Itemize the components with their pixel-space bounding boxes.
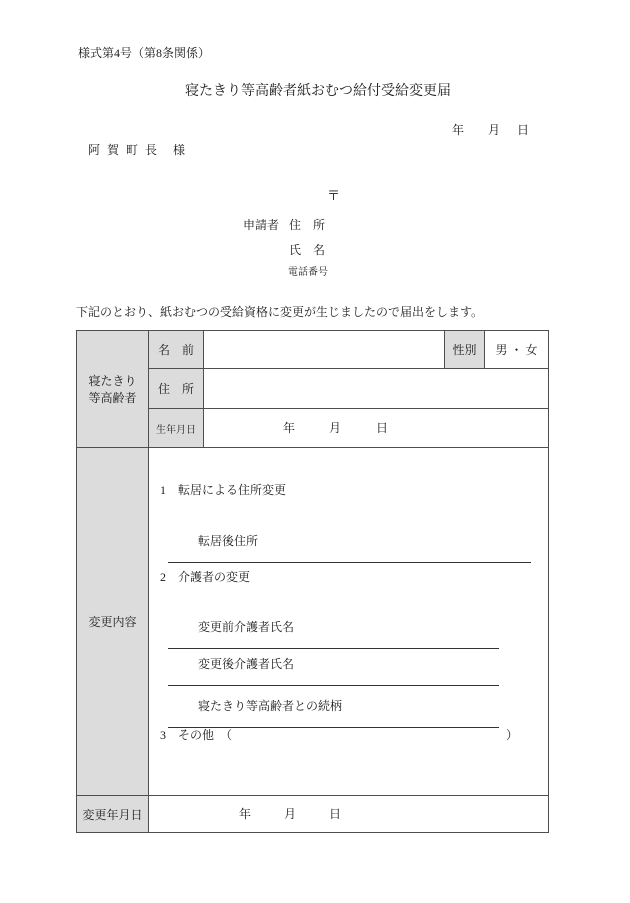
field-relation-label: 寝たきり等高齢者との続柄 [198,699,343,713]
gender-options: 男 ・ 女 [485,331,549,369]
change-item3-close-paren: ） [506,728,519,742]
section-elderly-line2: 等高齢者 [88,391,137,405]
field-caregiver-before-label: 変更前介護者氏名 [198,620,295,634]
change-date-month: 月 [284,807,297,821]
section-elderly-header [77,331,149,448]
form-number: 様式第4号（第8条関係） [78,46,211,60]
address-value-cell [204,369,549,409]
change-date-year: 年 [239,807,252,821]
addressee-honorific: 様 [173,143,186,157]
field-relation-line [168,688,499,728]
header-date-day: 日 [517,123,530,137]
change-notification-table [76,330,549,833]
name-value-cell [204,331,445,369]
field-caregiver-after-label: 変更後介護者氏名 [198,657,295,671]
header-date-month: 月 [488,123,501,137]
applicant-label: 申請者 [243,218,280,232]
label-change-date: 変更年月日 [77,796,149,833]
birthdate-month: 月 [329,421,342,435]
field-caregiver-after-line [168,646,499,686]
applicant-name-label: 氏 名 [289,243,326,257]
change-item2: 2 介護者の変更 [160,570,251,584]
applicant-address-label: 住 所 [289,218,326,232]
label-change-content: 変更内容 [77,448,149,796]
field-new-address-label: 転居後住所 [198,534,259,548]
postal-mark-icon: 〒 [327,188,341,203]
header-date-year: 年 [452,123,465,137]
applicant-phone-label: 電話番号 [288,267,328,278]
field-caregiver-before-line [168,609,499,649]
section-elderly-line1: 寝たきり [88,374,137,388]
change-item3: 3 その他 （ [160,728,233,742]
label-birthdate: 生年月日 [149,409,204,448]
intro-text: 下記のとおり、紙おむつの受給資格に変更が生じましたので届出をします。 [76,305,484,319]
label-name: 名 前 [149,331,204,369]
field-new-address-line [168,523,531,563]
change-item1: 1 転居による住所変更 [160,483,287,497]
birthdate-year: 年 [283,421,296,435]
addressee: 阿賀町長 [88,143,165,157]
birthdate-day: 日 [376,421,389,435]
change-date-day: 日 [329,807,342,821]
change-content-cell [149,448,549,796]
label-gender: 性別 [445,331,485,369]
label-address: 住 所 [149,369,204,409]
change-date-cell [149,796,549,833]
birthdate-value-cell [204,409,549,448]
page-title: 寝たきり等高齢者紙おむつ給付受給変更届 [185,84,451,99]
